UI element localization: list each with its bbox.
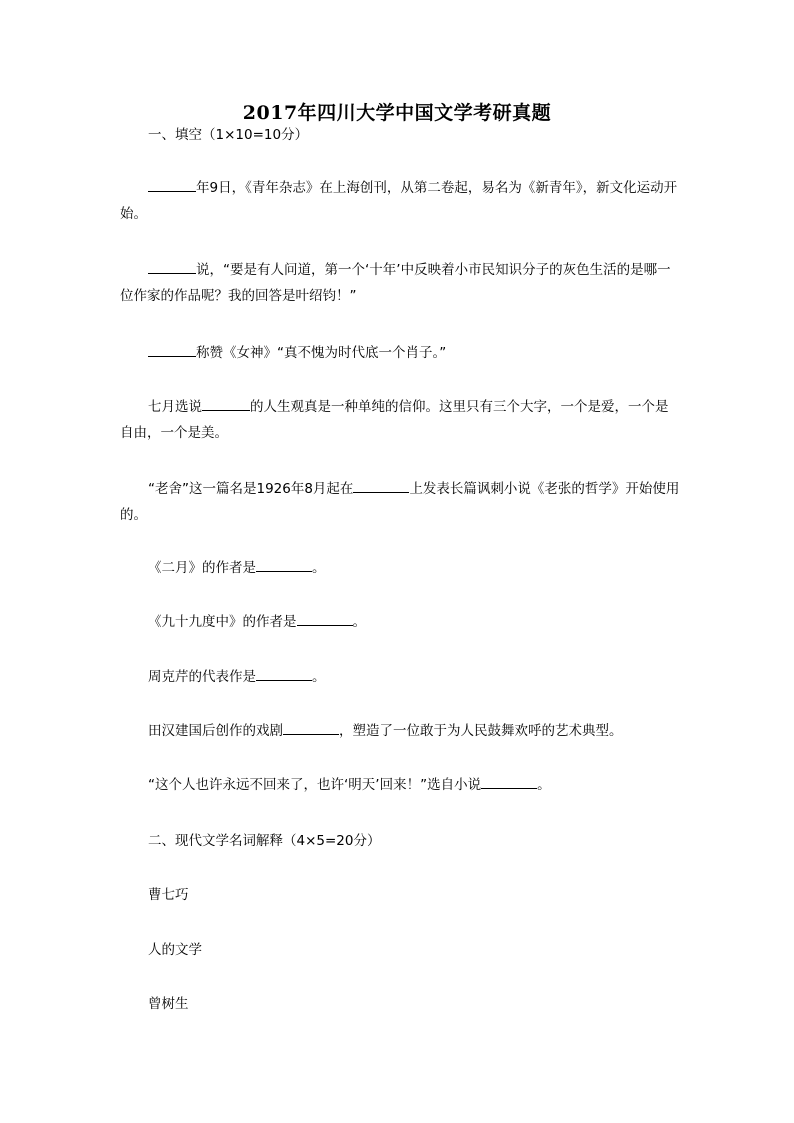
question-9-text: ，塑造了一位敢于为人民鼓舞欢呼的艺术典型。 bbox=[339, 723, 623, 739]
question-3 bbox=[120, 340, 680, 366]
answer-blank bbox=[148, 177, 196, 192]
question-6-lead: 《二月》的作者是 bbox=[148, 560, 256, 576]
question-9-lead: 田汉建国后创作的戏剧 bbox=[148, 723, 283, 739]
question-4-text: 的人生观真是一种单纯的信仰。这里只有三个大字，一个是爱，一个是自由，一个是美。 bbox=[120, 399, 669, 441]
question-1-text: 年9日，《青年杂志》在上海创刊，从第二卷起，易名为《新青年》，新文化运动开始。 bbox=[120, 180, 678, 222]
question-8-lead: 周克芹的代表作是 bbox=[148, 669, 256, 685]
term-item: 人的文学 bbox=[148, 942, 202, 958]
question-7-lead: 《九十九度中》的作者是 bbox=[148, 614, 297, 630]
question-2 bbox=[120, 257, 680, 309]
question-10 bbox=[148, 774, 551, 796]
question-2-text: 说，“要是有人问道，第一个‘十年’中反映着小市民知识分子的灰色生活的是哪一位作家的作品呢？我的回答是叶绍钧！” bbox=[120, 262, 671, 304]
answer-blank bbox=[148, 259, 196, 274]
question-5-lead: “老舍”这一篇名是1926年8月起在 bbox=[148, 481, 354, 497]
question-4 bbox=[120, 394, 680, 446]
answer-blank bbox=[148, 342, 196, 357]
question-5-text: 上发表长篇讽刺小说《老张的哲学》开始使用的。 bbox=[120, 481, 680, 523]
question-5 bbox=[120, 476, 680, 528]
answer-blank bbox=[202, 396, 250, 411]
answer-blank bbox=[353, 478, 409, 493]
question-7-end: 。 bbox=[352, 614, 366, 630]
question-6 bbox=[148, 557, 326, 579]
question-3-text: 称赞《女神》“真不愧为时代底一个肖子。” bbox=[196, 345, 447, 361]
term-item: 曾树生 bbox=[148, 996, 189, 1012]
question-6-end: 。 bbox=[312, 560, 326, 576]
question-7 bbox=[148, 611, 366, 633]
question-9 bbox=[148, 720, 623, 742]
question-10-lead: “这个人也许永远不回来了，也许‘明天’回来！”选自小说 bbox=[148, 777, 482, 793]
answer-blank bbox=[256, 557, 312, 572]
section-1-heading: 一、填空（1×10=10分） bbox=[148, 127, 309, 143]
answer-blank bbox=[297, 611, 353, 626]
question-8-end: 。 bbox=[312, 669, 326, 685]
question-8 bbox=[148, 666, 326, 688]
question-10-end: 。 bbox=[537, 777, 551, 793]
answer-blank bbox=[283, 720, 339, 735]
answer-blank bbox=[256, 666, 312, 681]
question-1 bbox=[120, 175, 680, 227]
term-item: 曹七巧 bbox=[148, 887, 189, 903]
page-title: 2017年四川大学中国文学考研真题 bbox=[242, 102, 552, 124]
section-2-heading: 二、现代文学名词解释（4×5=20分） bbox=[148, 833, 381, 849]
question-4-lead: 七月选说 bbox=[148, 399, 202, 415]
answer-blank bbox=[481, 774, 537, 789]
